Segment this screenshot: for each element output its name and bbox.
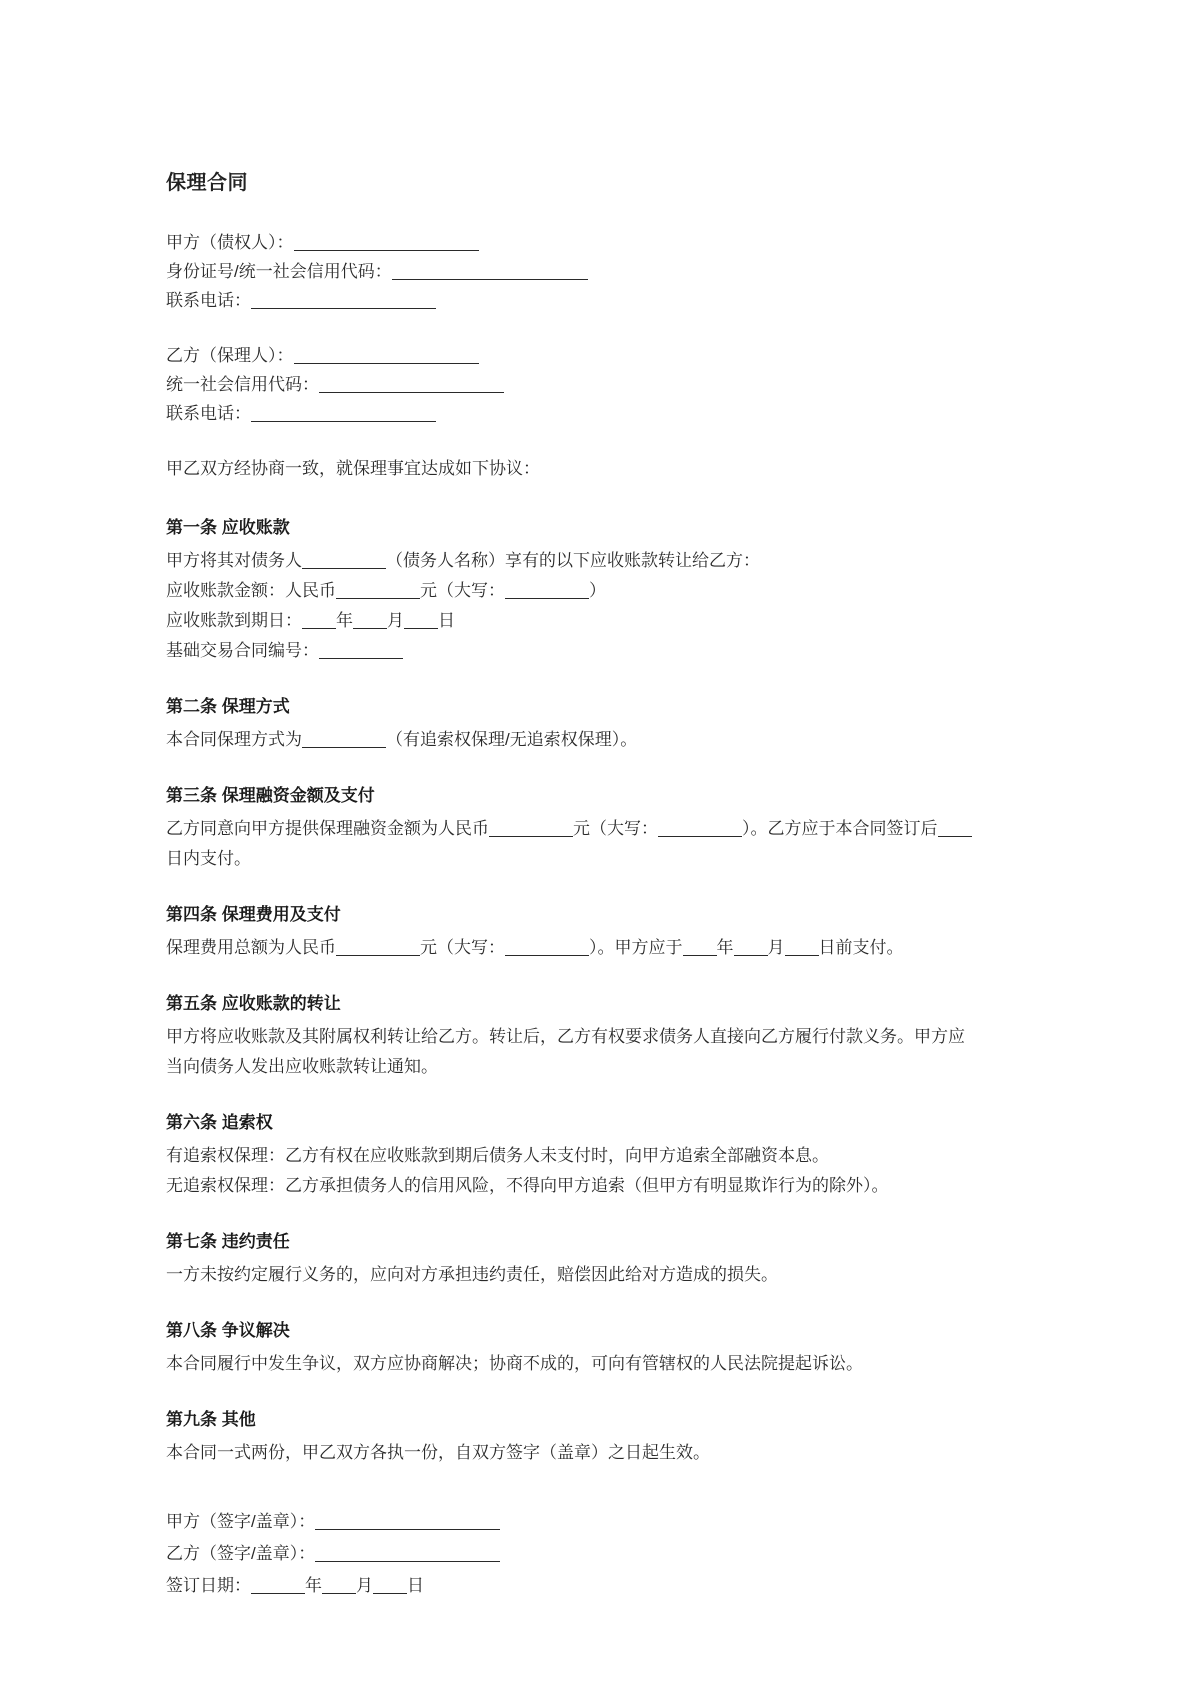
article-section [166, 1405, 978, 1468]
party-a-block [166, 228, 978, 315]
page-title: 保理合同 [166, 172, 248, 194]
text-run: 乙方同意向甲方提供保理融资金额为人民币 [166, 819, 489, 838]
fill-in-blank[interactable] [322, 1578, 356, 1594]
party-b-name-line [166, 341, 978, 370]
text-run: 应收账款金额：人民币 [166, 581, 336, 600]
text-run: 乙方（签字/盖章）： [166, 1544, 316, 1563]
article-heading: 第一条 应收账款 [166, 518, 290, 537]
article-section [166, 989, 978, 1082]
text-run: 甲方将应收账款及其附属权利转让给乙方。转让后，乙方有权要求债务人直接向乙方履行付款义务。甲方应当向债务人发出应收账款转让通知。 [166, 1027, 965, 1076]
article-line [166, 636, 978, 666]
text-run: 无追索权保理：乙方承担债务人的信用风险，不得向甲方追索（但甲方有明显欺诈行为的除外）。 [166, 1176, 889, 1195]
text-run: 元（大写： [420, 581, 505, 600]
text-run: 甲方将其对债务人 [166, 551, 302, 570]
fill-in-blank[interactable] [734, 940, 768, 956]
article-heading: 第六条 追索权 [166, 1113, 273, 1132]
agreement-intro: 甲乙双方经协商一致，就保理事宜达成如下协议： [166, 459, 540, 478]
fill-in-blank[interactable] [302, 553, 386, 569]
party-b-block [166, 341, 978, 428]
text-run: 月 [767, 938, 785, 957]
fill-in-blank[interactable] [505, 583, 589, 599]
article-section [166, 513, 978, 666]
party-b-id-blank[interactable] [319, 377, 504, 393]
text-run: 月 [356, 1576, 373, 1595]
text-run: ） [589, 581, 606, 600]
party-b-phone-line [166, 399, 978, 428]
fill-in-blank[interactable] [373, 1578, 407, 1594]
text-run: 签订日期： [166, 1576, 251, 1595]
text-run: （债务人名称）享有的以下应收账款转让给乙方： [386, 551, 760, 570]
text-run: 元（大写： [420, 938, 505, 957]
fill-in-blank[interactable] [404, 613, 438, 629]
article-line [166, 546, 978, 576]
text-run: 本合同履行中发生争议，双方应协商解决；协商不成的，可向有管辖权的人民法院提起诉讼。 [166, 1354, 863, 1373]
text-run: 保理费用总额为人民币 [166, 938, 336, 957]
text-run: 日 [438, 611, 455, 630]
text-run: 日前支付。 [818, 938, 904, 957]
text-run: ）。甲方应于 [589, 938, 683, 957]
article-line [166, 814, 978, 874]
fill-in-blank[interactable] [302, 732, 386, 748]
articles-container [166, 513, 978, 1468]
signature-line [166, 1570, 978, 1602]
signature-line [166, 1538, 978, 1570]
text-run: 元（大写： [573, 819, 658, 838]
fill-in-blank[interactable] [336, 583, 420, 599]
article-heading: 第八条 争议解决 [166, 1321, 290, 1340]
fill-in-blank[interactable] [251, 1578, 305, 1594]
fill-in-blank[interactable] [319, 643, 403, 659]
article-line [166, 1438, 978, 1468]
party-a-id-line [166, 257, 978, 286]
fill-in-blank[interactable] [938, 821, 972, 837]
party-a-id-label: 身份证号/统一社会信用代码： [166, 262, 392, 281]
article-section [166, 1108, 978, 1201]
article-line [166, 1349, 978, 1379]
party-b-name-label: 乙方（保理人）： [166, 346, 294, 365]
party-a-phone-blank[interactable] [251, 293, 436, 309]
text-run: 年 [336, 611, 353, 630]
fill-in-blank[interactable] [489, 821, 573, 837]
text-run: ）。乙方应于本合同签订后 [742, 819, 938, 838]
text-run: 基础交易合同编号： [166, 641, 319, 660]
article-line [166, 576, 978, 606]
text-run: 月 [387, 611, 404, 630]
article-line [166, 1141, 978, 1171]
party-a-id-blank[interactable] [392, 264, 588, 280]
text-run: 一方未按约定履行义务的，应向对方承担违约责任，赔偿因此给对方造成的损失。 [166, 1265, 778, 1284]
article-line [166, 1260, 978, 1290]
text-run: （有追索权保理/无追索权保理）。 [386, 730, 638, 749]
fill-in-blank[interactable] [336, 940, 420, 956]
fill-in-blank[interactable] [658, 821, 742, 837]
article-heading: 第七条 违约责任 [166, 1232, 290, 1251]
article-line [166, 1022, 978, 1082]
text-run: 年 [716, 938, 734, 957]
party-b-id-label: 统一社会信用代码： [166, 375, 319, 394]
party-a-name-line [166, 228, 978, 257]
text-run: 有追索权保理：乙方有权在应收账款到期后债务人未支付时，向甲方追索全部融资本息。 [166, 1146, 829, 1165]
fill-in-blank[interactable] [505, 940, 589, 956]
party-b-phone-blank[interactable] [251, 406, 436, 422]
article-line [166, 606, 978, 636]
fill-in-blank[interactable] [353, 613, 387, 629]
party-b-id-line [166, 370, 978, 399]
article-section [166, 781, 978, 874]
article-section [166, 1316, 978, 1379]
fill-in-blank[interactable] [315, 1546, 500, 1562]
fill-in-blank[interactable] [683, 940, 717, 956]
fill-in-blank[interactable] [302, 613, 336, 629]
party-a-phone-line [166, 286, 978, 315]
article-section [166, 1227, 978, 1290]
article-section [166, 692, 978, 755]
party-b-phone-label: 联系电话： [166, 404, 251, 423]
article-heading: 第二条 保理方式 [166, 697, 290, 716]
party-b-name-blank[interactable] [294, 348, 479, 364]
party-a-name-blank[interactable] [294, 235, 479, 251]
fill-in-blank[interactable] [315, 1514, 500, 1530]
text-run: 日 [407, 1576, 424, 1595]
text-run: 本合同一式两份，甲乙双方各执一份，自双方签字（盖章）之日起生效。 [166, 1443, 710, 1462]
article-heading: 第九条 其他 [166, 1410, 256, 1429]
text-run: 日内支付。 [166, 849, 251, 868]
article-section [166, 900, 978, 963]
fill-in-blank[interactable] [785, 940, 819, 956]
party-a-phone-label: 联系电话： [166, 291, 251, 310]
article-line [166, 933, 978, 963]
article-heading: 第三条 保理融资金额及支付 [166, 786, 375, 805]
text-run: 甲方（签字/盖章）： [166, 1512, 316, 1531]
article-line [166, 1171, 978, 1201]
party-a-name-label: 甲方（债权人）： [166, 233, 294, 252]
article-heading: 第四条 保理费用及支付 [166, 905, 341, 924]
signature-line [166, 1506, 978, 1538]
text-run: 应收账款到期日： [166, 611, 302, 630]
article-heading: 第五条 应收账款的转让 [166, 994, 341, 1013]
text-run: 本合同保理方式为 [166, 730, 302, 749]
text-run: 年 [305, 1576, 322, 1595]
article-line [166, 725, 978, 755]
signature-block [166, 1506, 978, 1602]
